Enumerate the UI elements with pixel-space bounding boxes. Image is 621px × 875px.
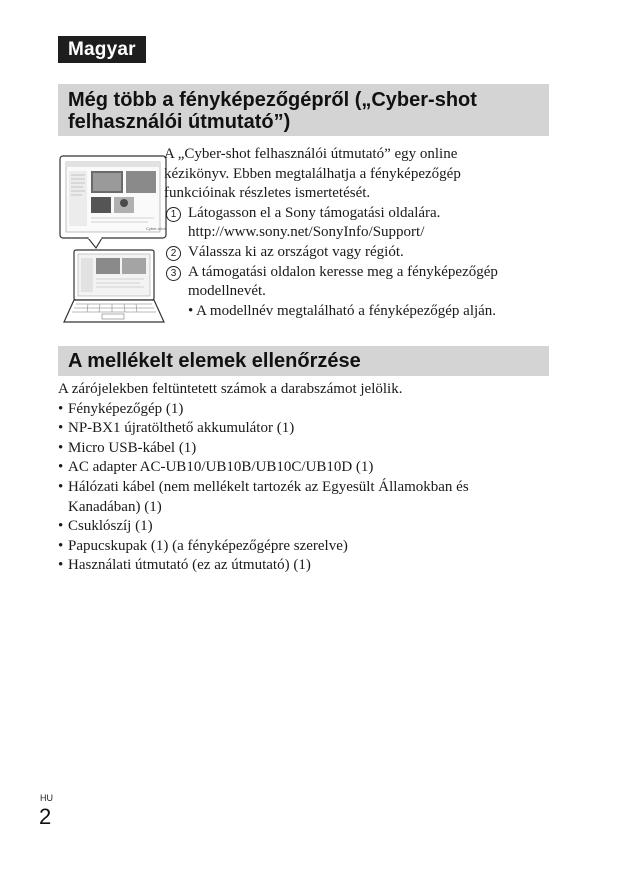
list-item-text: Kanadában) (1): [68, 498, 162, 515]
step-text: modellnevét.: [188, 283, 266, 300]
intro-text: funkcióinak részletes ismertetését.: [164, 185, 371, 202]
bullet: •: [58, 478, 64, 495]
page-number: 2: [39, 804, 52, 829]
intro-text: kézikönyv. Ebben megtalálhatja a fényképezőgép: [164, 165, 461, 182]
bullet: •: [58, 459, 64, 476]
list-item: [58, 400, 553, 420]
list-item-text: Papucskupak (1) (a fényképezőgépre szerelve): [68, 537, 348, 554]
step-text: Válassza ki az országot vagy régiót.: [188, 243, 404, 260]
list-item-text: NP-BX1 újratölthető akkumulátor (1): [68, 420, 295, 437]
step-number-circle: 3: [166, 266, 181, 281]
laptop-manual-illustration: [58, 150, 168, 326]
list-item-text: AC adapter AC-UB10/UB10B/UB10C/UB10D (1): [68, 459, 374, 476]
list-item: [58, 458, 553, 478]
bullet: •: [58, 400, 64, 417]
list-item: [58, 537, 553, 557]
page-language-code: HU: [40, 793, 53, 803]
step-3: [164, 263, 549, 302]
list-item-text: Használati útmutató (ez az útmutató) (1): [68, 557, 311, 574]
included-items-block: [58, 380, 553, 576]
included-items-list: [58, 400, 553, 576]
step-number-circle: 1: [166, 207, 181, 222]
bullet: •: [58, 537, 64, 554]
section-heading-included-items: A mellékelt elemek ellenőrzése: [58, 346, 549, 376]
list-item: [58, 517, 553, 537]
svg-text:Cyber-shot: Cyber-shot: [146, 226, 166, 231]
list-item: [58, 478, 553, 517]
step-2: [164, 243, 549, 263]
step-number-circle: 2: [166, 246, 181, 261]
included-items-intro: A zárójelekben feltüntetett számok a darabszámot jelölik.: [58, 381, 403, 397]
list-item-text: Hálózati kábel (nem mellékelt tartozék az Egyesült Államokban és: [68, 478, 469, 495]
bullet: •: [58, 518, 64, 535]
list-item-text: Micro USB-kábel (1): [68, 439, 197, 456]
intro-text: A „Cyber-shot felhasználói útmutató” egy online: [164, 146, 458, 162]
list-item: [58, 439, 553, 459]
language-tab: Magyar: [58, 36, 146, 63]
list-item-text: Fényképezőgép (1): [68, 400, 184, 417]
list-item: [58, 419, 553, 439]
step-text: Látogasson el a Sony támogatási oldalára.: [188, 204, 441, 221]
list-item: [58, 556, 553, 576]
bullet: •: [58, 557, 64, 574]
section-heading-line: Még több a fényképezőgépről („Cyber-shot: [68, 89, 477, 111]
bullet: •: [58, 439, 64, 456]
support-url: http://www.sony.net/SonyInfo/Support/: [188, 224, 425, 241]
bullet: •: [58, 420, 64, 437]
model-name-note: • A modellnév megtalálható a fényképezőgép alján.: [188, 302, 497, 319]
section-heading-line: felhasználói útmutató”): [68, 111, 291, 133]
online-manual-text: [164, 145, 549, 321]
step-1: [164, 204, 549, 243]
step-text: A támogatási oldalon keresse meg a fényképezőgép: [188, 263, 498, 280]
list-item-text: Csuklószíj (1): [68, 518, 153, 535]
section-heading-more-info: [58, 84, 549, 136]
